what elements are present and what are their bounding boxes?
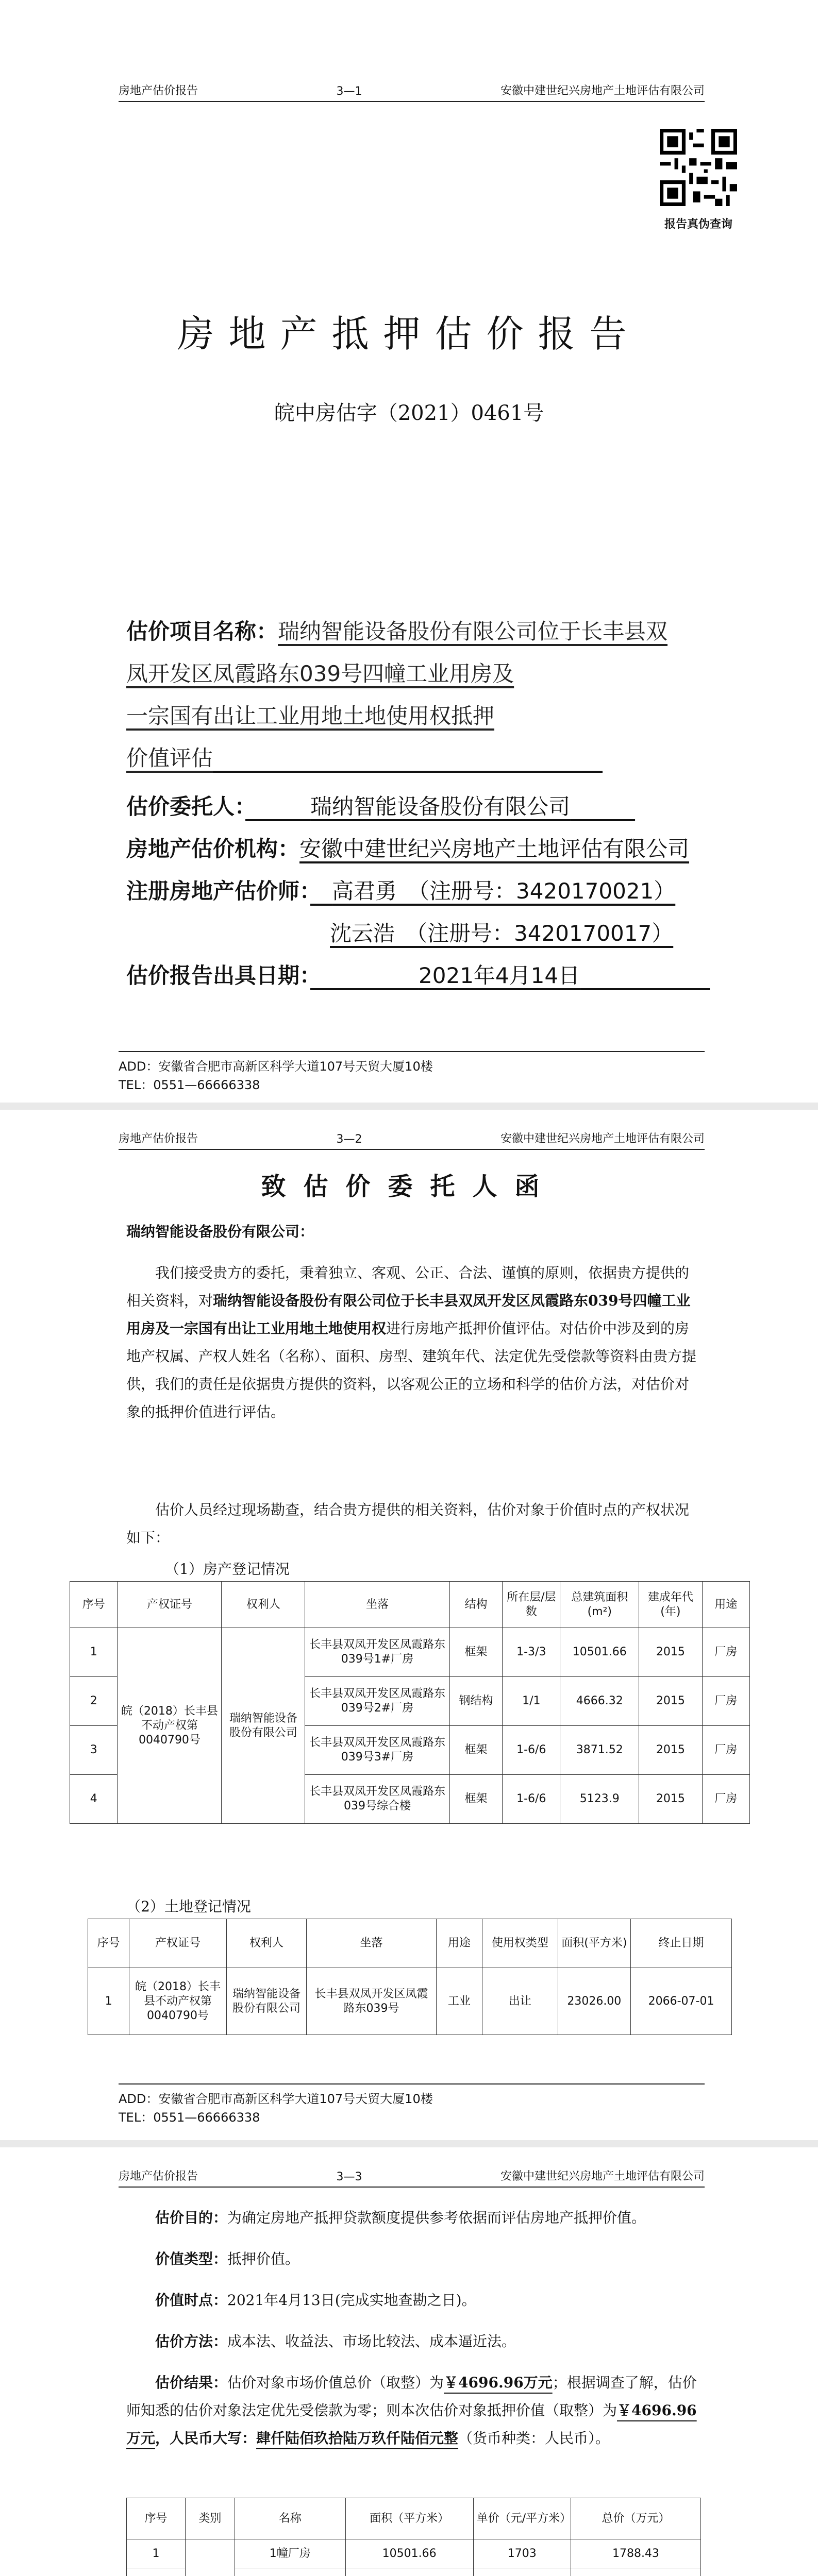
letter-page bbox=[0, 1110, 818, 2140]
cell-no: 2 bbox=[70, 1677, 118, 1726]
cell-structure: 钢结构 bbox=[449, 1677, 502, 1726]
column-header: 总建筑面积(m²) bbox=[560, 1582, 639, 1628]
page-header bbox=[119, 2163, 705, 2188]
cell-floor: 1/1 bbox=[503, 1677, 560, 1726]
page-header bbox=[119, 1125, 705, 1150]
letter-heading: 致估价委托人函 bbox=[261, 1172, 557, 1201]
cell-location: 长丰县双凤开发区凤霞路东039号 bbox=[307, 1968, 436, 2035]
cell-year: 2015 bbox=[639, 1677, 702, 1726]
value-in-words: 肆仟陆佰玖拾陆万玖仟陆佰元整 bbox=[256, 2430, 459, 2447]
cell-use: 厂房 bbox=[702, 1775, 749, 1824]
result-text-a: 估价对象市场价值总价（取整）为 bbox=[227, 2374, 444, 2391]
column-header: 单价（元/平方米） bbox=[473, 2498, 571, 2539]
agency-value: 安徽中建世纪兴房地产土地评估有限公司 bbox=[299, 836, 690, 861]
report-number: 皖中房估字（2021）0461号 bbox=[274, 401, 544, 425]
salutation: 瑞纳智能设备股份有限公司： bbox=[126, 1223, 314, 1240]
cell-no: 4 bbox=[70, 1775, 118, 1824]
mortgage-value: ￥4696.96万元 bbox=[126, 2402, 697, 2447]
cell-no bbox=[127, 2568, 186, 2576]
cell-structure: 框架 bbox=[449, 1628, 502, 1677]
cell-no: 1 bbox=[88, 1968, 129, 2035]
column-header: 类别 bbox=[185, 2498, 235, 2539]
footer-phone: TEL：0551—66666338 bbox=[119, 1078, 260, 1092]
cell-total bbox=[571, 2568, 700, 2576]
column-header: 序号 bbox=[70, 1582, 118, 1628]
agency-label: 房地产估价机构： bbox=[126, 836, 300, 861]
cell-structure: 框架 bbox=[449, 1726, 502, 1775]
cell-area: 23026.00 bbox=[558, 1968, 631, 2035]
cell-area: 10501.66 bbox=[345, 2539, 473, 2568]
purpose-value: 为确定房地产抵押贷款额度提供参考依据而评估房地产抵押价值。 bbox=[227, 2209, 646, 2226]
page-header bbox=[119, 77, 705, 102]
column-header: 用途 bbox=[436, 1919, 482, 1968]
header-right: 安徽中建世纪兴房地产土地评估有限公司 bbox=[500, 1132, 705, 1145]
letter-paragraph-2: 估价人员经过现场勘查，结合贵方提供的相关资料，估价对象于价值时点的产权状况如下： bbox=[126, 1501, 690, 1546]
header-right: 安徽中建世纪兴房地产土地评估有限公司 bbox=[500, 84, 705, 97]
cell-location: 长丰县双凤开发区凤霞路东039号3#厂房 bbox=[305, 1726, 450, 1775]
cell-use: 厂房 bbox=[702, 1628, 749, 1677]
footer-address: ADD：安徽省合肥市高新区科学大道107号天贸大厦10楼 bbox=[119, 2092, 433, 2106]
table-header-row bbox=[88, 1919, 732, 1968]
column-header: 坐落 bbox=[305, 1582, 450, 1628]
cell-use: 厂房 bbox=[702, 1726, 749, 1775]
client-row bbox=[126, 786, 716, 828]
date-value: 2021年4月14日 bbox=[419, 963, 580, 988]
letter-paragraph-1 bbox=[126, 1259, 701, 1426]
cell-cert: 皖（2018）长丰县不动产权第0040790号 bbox=[129, 1968, 226, 2035]
client-value: 瑞纳智能设备股份有限公司 bbox=[310, 794, 571, 819]
cell-owner: 瑞纳智能设备股份有限公司 bbox=[222, 1628, 305, 1824]
cell-owner: 瑞纳智能设备股份有限公司 bbox=[226, 1968, 307, 2035]
page-footer bbox=[119, 1051, 705, 1094]
valuation-table bbox=[126, 2498, 701, 2576]
para1-text-a: 我们接受贵方的委托，秉着独立、客观、公正、合法、谨慎的原则，依据贵方提供的相关资料，对 bbox=[126, 1264, 690, 1309]
column-header: 权利人 bbox=[226, 1919, 307, 1968]
cell-area: 4666.32 bbox=[560, 1677, 639, 1726]
cell-category bbox=[185, 2539, 235, 2576]
header-right: 安徽中建世纪兴房地产土地评估有限公司 bbox=[500, 2170, 705, 2183]
header-left: 房地产估价报告 bbox=[119, 84, 198, 97]
column-header: 结构 bbox=[449, 1582, 502, 1628]
report-title: 房地产抵押估价报告 bbox=[177, 312, 641, 355]
cell-use: 工业 bbox=[436, 1968, 482, 2035]
column-header: 建成年代(年) bbox=[639, 1582, 702, 1628]
cell-year: 2015 bbox=[639, 1628, 702, 1677]
table-header-row bbox=[127, 2498, 701, 2539]
value-type-line bbox=[126, 2245, 701, 2273]
cell-right-type: 出让 bbox=[482, 1968, 558, 2035]
value-type-label: 价值类型： bbox=[155, 2250, 228, 2267]
method-value: 成本法、收益法、市场比较法、成本逼近法。 bbox=[227, 2333, 516, 2350]
land-section-title: （2）土地登记情况 bbox=[126, 1898, 251, 1915]
appraiser-label: 注册房地产估价师： bbox=[126, 878, 311, 904]
column-header: 总价（万元） bbox=[571, 2498, 700, 2539]
table-row bbox=[127, 2539, 701, 2568]
cell-end-date: 2066-07-01 bbox=[631, 1968, 732, 2035]
appraiser-row-2 bbox=[330, 912, 691, 955]
land-registration-table bbox=[88, 1919, 732, 2035]
column-header: 名称 bbox=[235, 2498, 345, 2539]
result-text-e: ，人民币大写： bbox=[155, 2430, 257, 2447]
cell-area: 10501.66 bbox=[560, 1628, 639, 1677]
column-header: 权利人 bbox=[222, 1582, 305, 1628]
cell-structure: 框架 bbox=[449, 1775, 502, 1824]
market-value: ￥4696.96万元 bbox=[444, 2374, 553, 2391]
appraiser-2: 沈云浩 （注册号：3420170017） bbox=[330, 921, 674, 946]
cell-unit-price: 1703 bbox=[473, 2539, 571, 2568]
cell-no: 1 bbox=[127, 2539, 186, 2568]
project-label: 估价项目名称： bbox=[126, 619, 278, 644]
cell-floor: 1-6/6 bbox=[503, 1775, 560, 1824]
cell-location: 长丰县双凤开发区凤霞路东039号综合楼 bbox=[305, 1775, 450, 1824]
qr-caption: 报告真伪查询 bbox=[664, 218, 732, 231]
page-divider bbox=[0, 1103, 818, 1110]
cell-year: 2015 bbox=[639, 1775, 702, 1824]
cell-use: 厂房 bbox=[702, 1677, 749, 1726]
header-page-number: 3—1 bbox=[336, 85, 362, 98]
value-type-value: 抵押价值。 bbox=[227, 2250, 300, 2267]
project-line-1: 瑞纳智能设备股份有限公司位于长丰县双 bbox=[278, 619, 668, 644]
project-line-3: 一宗国有出让工业用地土地使用权抵押 bbox=[126, 703, 495, 728]
column-header: 所在层/层数 bbox=[503, 1582, 560, 1628]
house-section-title: （1）房产登记情况 bbox=[165, 1561, 290, 1578]
cell-year: 2015 bbox=[639, 1726, 702, 1775]
cell-area: 3871.52 bbox=[560, 1726, 639, 1775]
cell-location: 长丰县双凤开发区凤霞路东039号1#厂房 bbox=[305, 1628, 450, 1677]
agency-row bbox=[126, 828, 716, 870]
column-header: 产权证号 bbox=[129, 1919, 226, 1968]
header-left: 房地产估价报告 bbox=[119, 1132, 198, 1145]
cover-page bbox=[0, 0, 818, 1103]
house-registration-table bbox=[70, 1581, 750, 1824]
value-point-value: 2021年4月13日(完成实地查勘之日)。 bbox=[227, 2292, 476, 2309]
result-text-g: （货币种类：人民币）。 bbox=[458, 2430, 610, 2447]
cell-floor: 1-3/3 bbox=[503, 1628, 560, 1677]
column-header: 使用权类型 bbox=[482, 1919, 558, 1968]
date-label: 估价报告出具日期： bbox=[126, 963, 311, 988]
value-point-label: 价值时点： bbox=[155, 2292, 228, 2309]
cell-no: 1 bbox=[70, 1628, 118, 1677]
cell-location: 长丰县双凤开发区凤霞路东039号2#厂房 bbox=[305, 1677, 450, 1726]
project-line-4: 价值评估 bbox=[126, 745, 213, 771]
purpose-line bbox=[126, 2204, 701, 2232]
header-page-number: 3—2 bbox=[336, 1133, 362, 1146]
table-header-row bbox=[70, 1582, 750, 1628]
page-footer bbox=[119, 2083, 705, 2127]
table-row bbox=[88, 1968, 732, 2035]
date-row bbox=[126, 955, 716, 997]
cell-name: 1幢厂房 bbox=[235, 2539, 345, 2568]
method-line bbox=[126, 2328, 701, 2355]
cell-area: 5123.9 bbox=[560, 1775, 639, 1824]
column-header: 面积(平方米) bbox=[558, 1919, 631, 1968]
appraiser-row bbox=[126, 870, 716, 912]
client-label: 估价委托人： bbox=[126, 794, 246, 819]
cell-total: 1788.43 bbox=[571, 2539, 700, 2568]
method-label: 估价方法： bbox=[155, 2333, 228, 2350]
result-paragraph bbox=[126, 2369, 701, 2452]
column-header: 产权证号 bbox=[118, 1582, 222, 1628]
result-label: 估价结果： bbox=[155, 2374, 228, 2391]
column-header: 坐落 bbox=[307, 1919, 436, 1968]
project-name-block bbox=[126, 611, 716, 779]
cell-cert: 皖（2018）长丰县不动产权第0040790号 bbox=[118, 1628, 222, 1824]
cell-name bbox=[235, 2568, 345, 2576]
column-header: 面积（平方米） bbox=[345, 2498, 473, 2539]
qr-code-icon[interactable] bbox=[660, 129, 737, 206]
cell-area bbox=[345, 2568, 473, 2576]
column-header: 用途 bbox=[702, 1582, 749, 1628]
cell-unit-price bbox=[473, 2568, 571, 2576]
purpose-label: 估价目的： bbox=[155, 2209, 228, 2226]
header-left: 房地产估价报告 bbox=[119, 2170, 198, 2183]
cell-floor: 1-6/6 bbox=[503, 1726, 560, 1775]
footer-phone: TEL：0551—66666338 bbox=[119, 2110, 260, 2125]
value-point-line bbox=[126, 2286, 701, 2314]
footer-address: ADD：安徽省合肥市高新区科学大道107号天贸大厦10楼 bbox=[119, 1059, 433, 1074]
table-row bbox=[70, 1628, 750, 1677]
appraiser-1: 高君勇 （注册号：3420170021） bbox=[332, 878, 676, 904]
header-page-number: 3—3 bbox=[336, 2171, 362, 2183]
result-text-c: ；根据调查了解，估价师知悉的估价对象法定优先受偿款为零；则本次估价对象抵押价值（取整）为 bbox=[126, 2374, 697, 2419]
para1-subject: 瑞纳智能设备股份有限公司位于长丰县双凤开发区凤霞路东039号四幢工业用房及一宗国有出让工业用地土地使用权 bbox=[126, 1292, 691, 1337]
column-header: 序号 bbox=[88, 1919, 129, 1968]
summary-page bbox=[0, 2147, 818, 2576]
cell-no: 3 bbox=[70, 1726, 118, 1775]
para1-text-c: 进行房地产抵押价值评估。对估价中涉及到的房地产权属、产权人姓名（名称）、面积、房型、建筑年代、法定优先受偿款等资料由贵方提供，我们的责任是依据贵方提供的资料，以客观公正的立场和科学的估价方法，对估价对象的抵押价值进行评估。 bbox=[126, 1320, 697, 1420]
column-header: 终止日期 bbox=[631, 1919, 732, 1968]
project-line-2: 凤开发区凤霞路东039号四幢工业用房及 bbox=[126, 661, 514, 686]
column-header: 序号 bbox=[127, 2498, 186, 2539]
page-divider bbox=[0, 2140, 818, 2147]
